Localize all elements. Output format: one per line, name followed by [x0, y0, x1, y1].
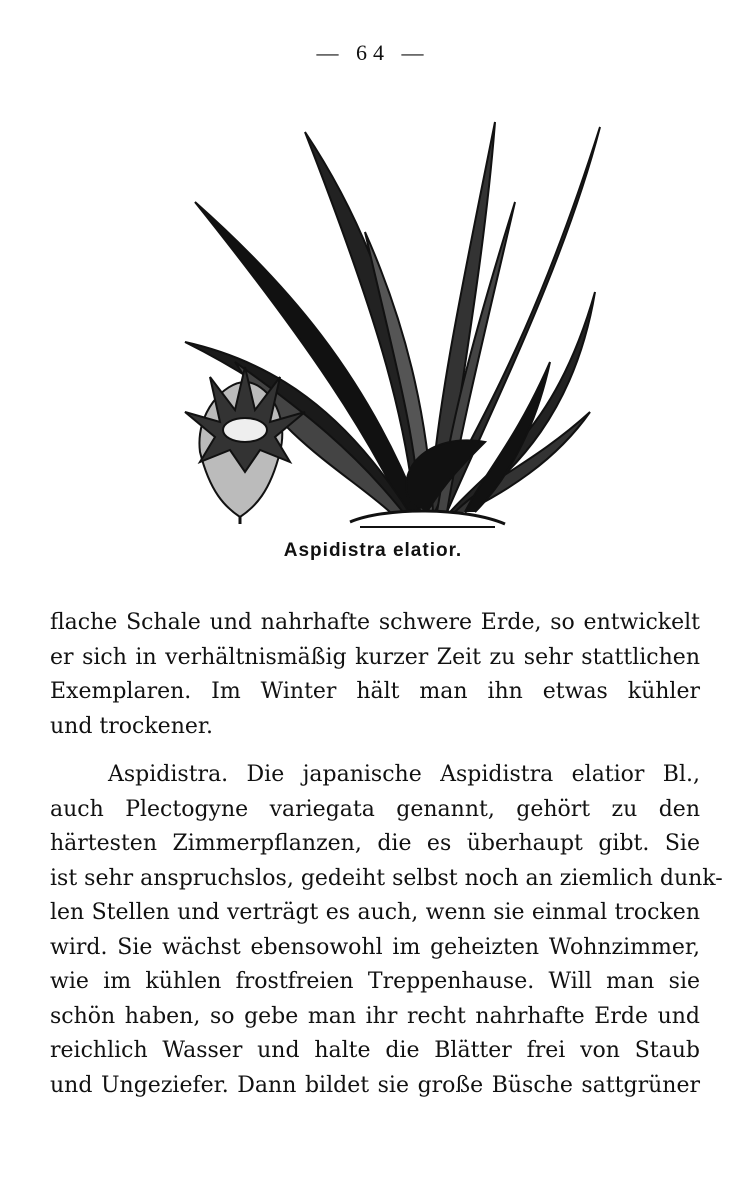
page-number: — 64 —	[316, 40, 430, 65]
text-line: und trockener.	[50, 713, 213, 739]
text-line: Exemplaren. Im Winter hält man ihn etwas kühler	[50, 679, 700, 704]
text-line: ist sehr anspruchslos, gedeiht selbst noch an ziemlich dunk-	[50, 865, 723, 891]
aspidistra-illustration	[165, 112, 605, 532]
text-line: wie im kühlen frostfreien Treppenhause. Will man sie	[50, 969, 700, 994]
paragraph-1	[50, 606, 700, 744]
text-line: schön haben, so gebe man ihr recht nahrhafte Erde und	[50, 1003, 700, 1029]
text-line: len Stellen und verträgt es auch, wenn sie einmal trocken	[50, 900, 700, 925]
text-line: und Ungeziefer. Dann bildet sie große Büsche sattgrüner	[50, 1072, 700, 1098]
text-line: wird. Sie wächst ebensowohl im geheizten Wohnzimmer,	[50, 934, 700, 960]
text-line: Aspidistra. Die japanische Aspidistra elatior Bl.,	[108, 762, 700, 787]
paragraph-2	[50, 758, 723, 1103]
text-line: reichlich Wasser und halte die Blätter frei von Staub	[50, 1038, 700, 1063]
text-line: auch Plectogyne variegata genannt, gehört zu den	[50, 796, 700, 822]
text-line: flache Schale und nahrhafte schwere Erde, so entwickelt	[50, 610, 700, 635]
text-line: er sich in verhältnismäßig kurzer Zeit zu sehr stattlichen	[50, 644, 700, 670]
figure-caption: Aspidistra elatior.	[283, 540, 463, 561]
text-line: härtesten Zimmerpflanzen, die es überhaupt gibt. Sie	[50, 831, 700, 856]
body-text	[50, 606, 723, 1103]
